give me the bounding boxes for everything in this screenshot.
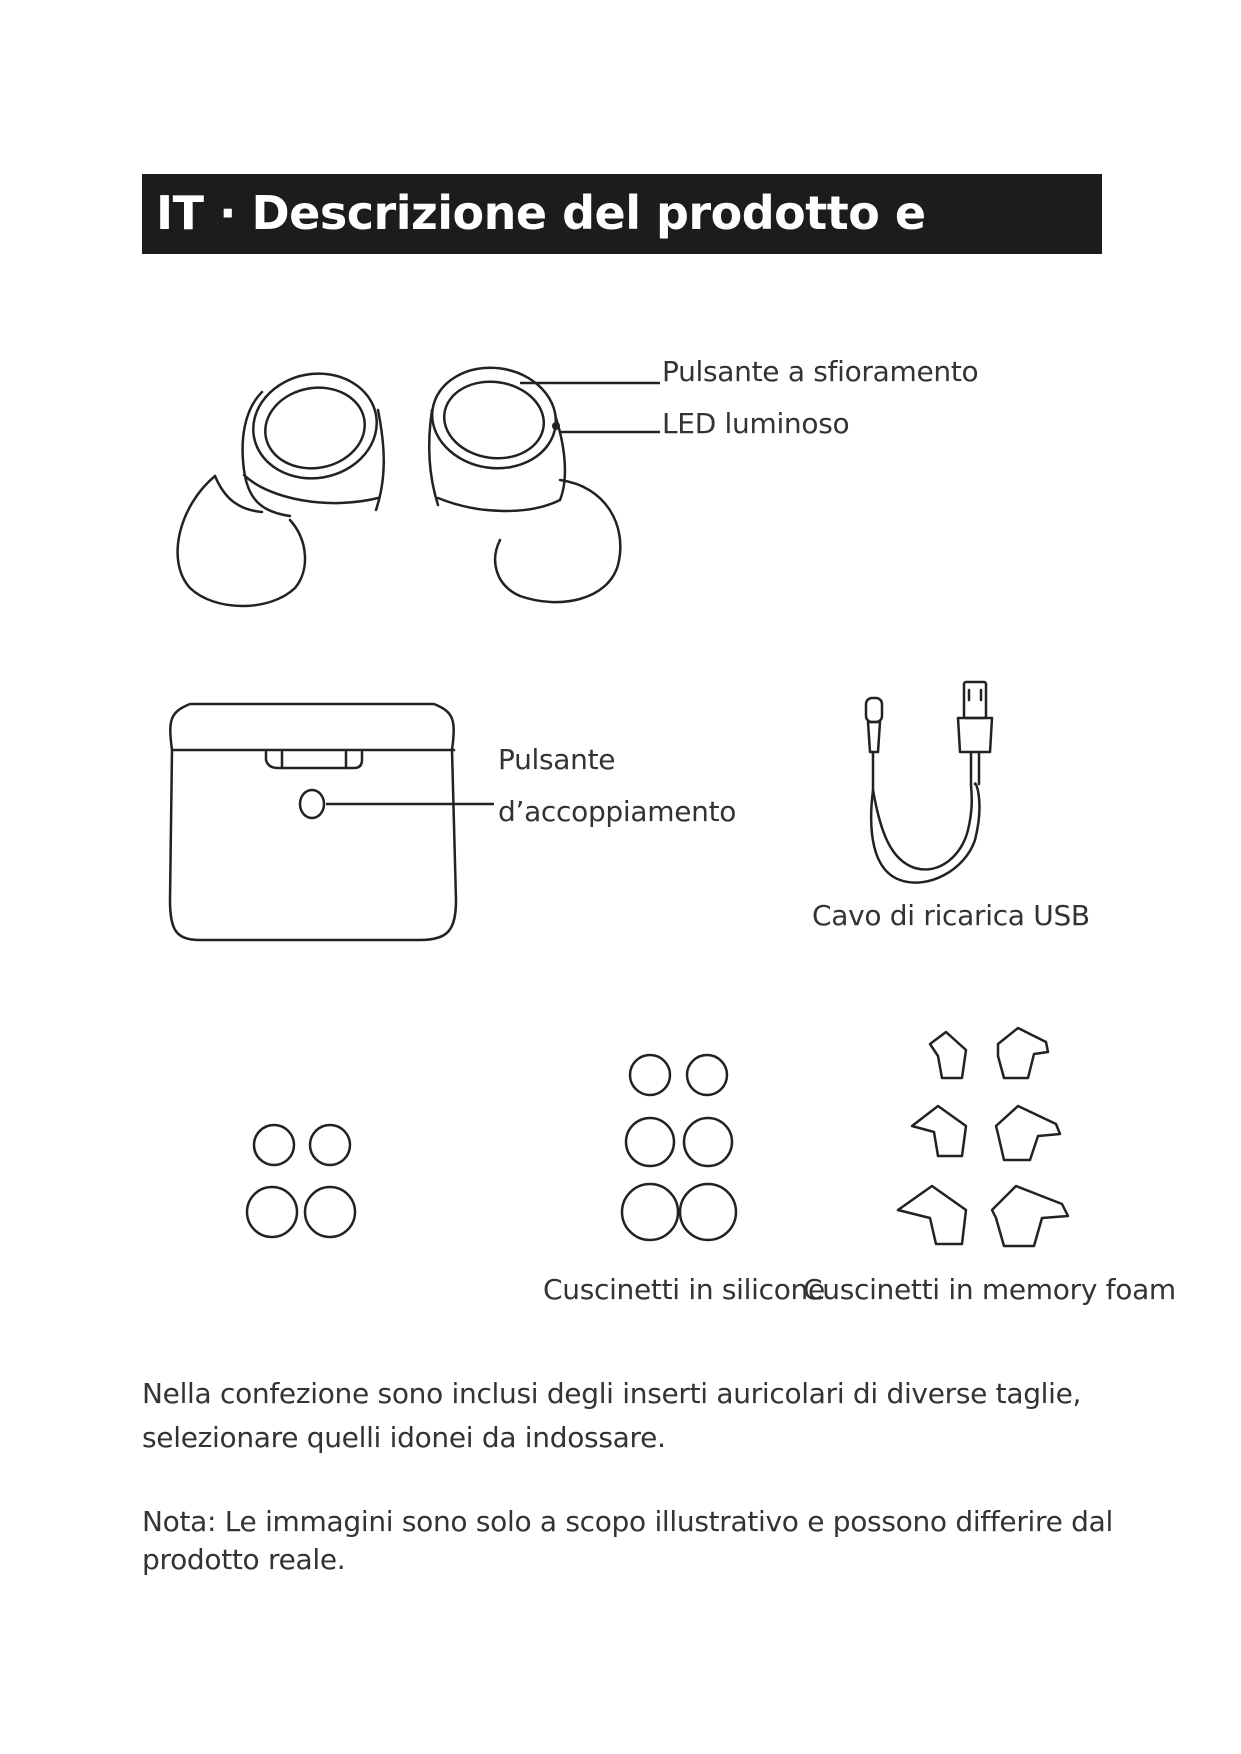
pair-button-label-line2: d’accoppiamento [498,795,737,828]
package-note-line1: Nella confezione sono inclusi degli inserti auricolari di diverse taglie, [142,1377,1082,1410]
package-note-line2: selezionare quelli idonei da indossare. [142,1421,666,1454]
touch-button-label: Pulsante a sfioramento [662,355,979,388]
disclaimer-line2: prodotto reale. [142,1543,346,1576]
silicone-tips-large-illustration [622,1055,736,1240]
earbud-right-illustration [426,360,621,602]
charging-case-illustration [170,704,456,940]
earbud-left-illustration [178,364,386,606]
silicone-tips-label: Cuscinetti in silicone [543,1273,825,1306]
silicone-tips-small-illustration [247,1125,355,1237]
led-label: LED luminoso [662,407,850,440]
disclaimer-line1: Nota: Le immagini sono solo a scopo illustrativo e possono differire dal [142,1505,1113,1538]
pair-button-label: Pulsante [498,743,616,776]
usb-cable-label: Cavo di ricarica USB [812,899,1090,932]
page-title: IT · Descrizione del prodotto e accessori [156,186,926,302]
memory-foam-tips-label: Cuscinetti in memory foam [803,1273,1176,1306]
memory-foam-tips-illustration [898,1028,1068,1246]
usb-cable-illustration [866,682,992,883]
